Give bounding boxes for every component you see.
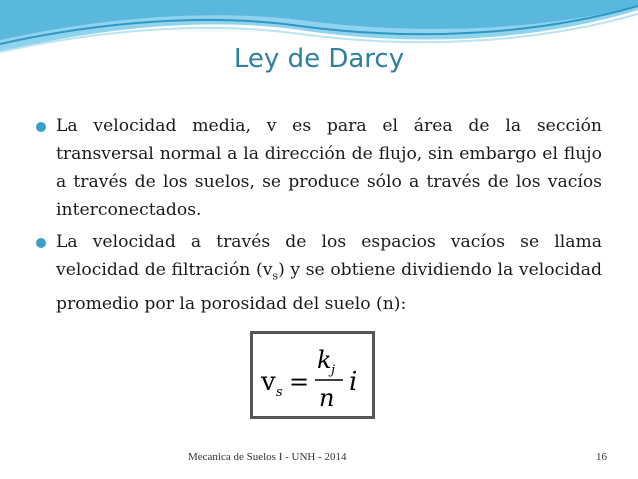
- equation-lhs: v: [261, 367, 276, 397]
- bullet-dot-icon: [36, 122, 46, 132]
- equation-denominator: n: [319, 384, 335, 412]
- equation-formula: [253, 334, 372, 416]
- equation-numerator: k: [317, 346, 332, 374]
- bullet-dot-icon: [36, 238, 46, 248]
- footer-text: Mecanica de Suelos I - UNH - 2014: [188, 451, 347, 463]
- equation-equals: =: [289, 368, 310, 396]
- bullet-item: [36, 112, 602, 224]
- bullet-text-part: ) y se obtiene dividiendo la velocidad promedio por la porosidad del suelo (n):: [56, 260, 603, 315]
- equation-box: [250, 331, 375, 419]
- bullet-list: [36, 112, 602, 322]
- equation-lhs-sub: s: [276, 385, 283, 400]
- bullet-text: [56, 228, 602, 318]
- bullet-subscript: s: [272, 269, 279, 283]
- bullet-item: [36, 228, 602, 318]
- bullet-text-part: La velocidad a través de los espacios vacíos se llama velocidad de filtración (v: [56, 232, 602, 280]
- bullet-text: La velocidad media, v es para el área de la sección transversal normal a la dirección de flujo, sin embargo el flujo a través de los suelos, se produce sólo a través de los vacíos interconectados.: [56, 116, 602, 220]
- slide-title: Ley de Darcy: [233, 44, 405, 74]
- page-number: 16: [596, 451, 607, 463]
- equation-factor: i: [349, 367, 358, 397]
- equation-numerator-sub: j: [331, 363, 336, 378]
